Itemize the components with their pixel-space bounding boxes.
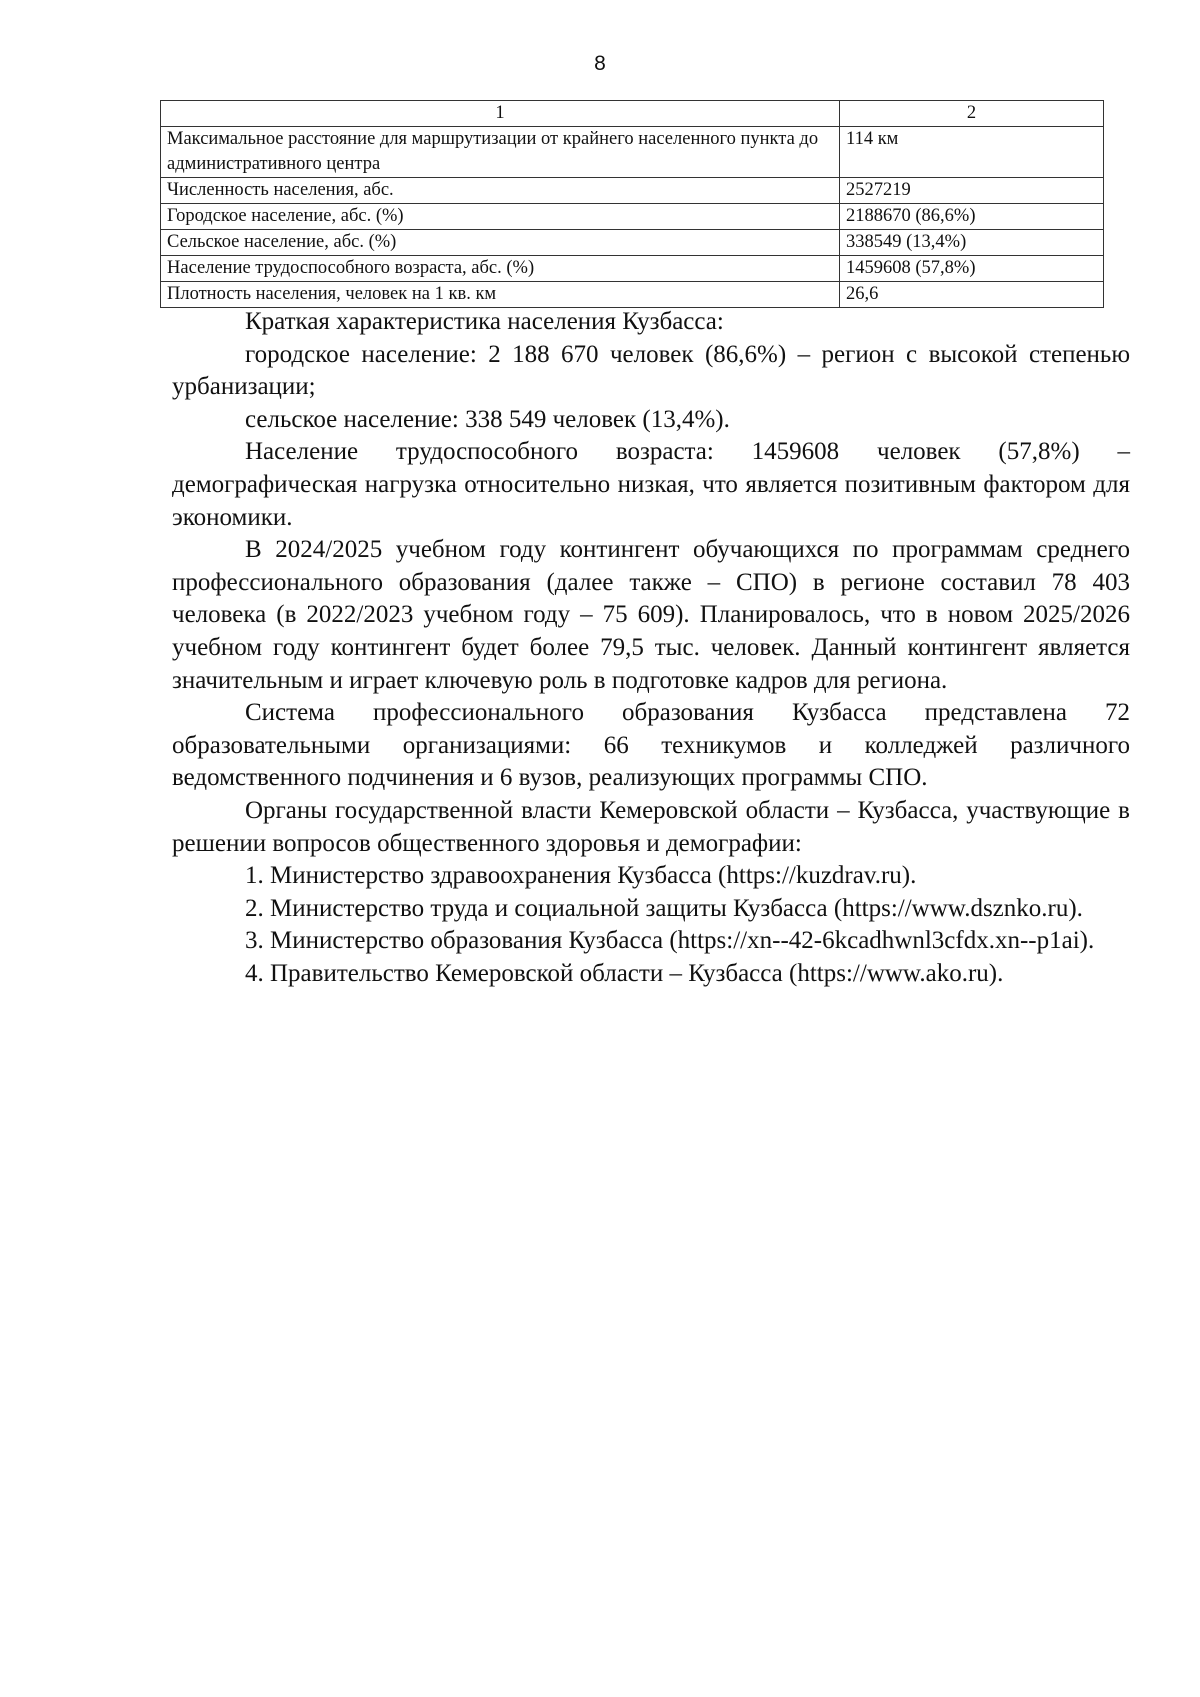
column-header: 2 [840, 101, 1104, 127]
list-item: 2. Министерство труда и социальной защиты Кузбасса (https://www.dsznko.ru). [245, 894, 1083, 922]
row-label: Максимальное расстояние для маршрутизации от крайнего населенного пункта до административного центра [161, 127, 840, 178]
row-label: Плотность населения, человек на 1 кв. км [161, 282, 840, 308]
row-value: 338549 (13,4%) [840, 230, 1104, 256]
paragraph: Краткая характеристика населения Кузбасса: [245, 308, 724, 335]
table-row [161, 282, 1104, 308]
body-text [172, 306, 1130, 990]
row-label: Население трудоспособного возраста, абс. (%) [161, 256, 840, 282]
table-row [161, 127, 1104, 178]
paragraph: Органы государственной власти Кемеровской области – Кузбасса, участвующие в решении вопросов общественного здоровья и демографии: [172, 796, 1130, 857]
paragraph: городское население: 2 188 670 человек (86,6%) – регион с высокой степенью урбанизации; [172, 340, 1130, 401]
paragraph: Население трудоспособного возраста: 1459608 человек (57,8%) – демографическая нагрузка относительно низкая, что является позитивным фактором для экономики. [172, 438, 1130, 531]
row-value: 2188670 (86,6%) [840, 204, 1104, 230]
paragraph: Система профессионального образования Кузбасса представлена 72 образовательными организациями: 66 техникумов и колледжей различного ведомственного подчинения и 6 вузов, реализующих программы СПО. [172, 699, 1130, 792]
list-item: 1. Министерство здравоохранения Кузбасса (https://kuzdrav.ru). [245, 862, 917, 890]
row-value: 2527219 [840, 178, 1104, 204]
row-label: Городское население, абс. (%) [161, 204, 840, 230]
table-header-row [161, 101, 1104, 127]
paragraph: В 2024/2025 учебном году контингент обучающихся по программам среднего профессионального образования (далее также – СПО) в регионе составил 78 403 человека (в 2022/2023 учебном году – 75 609). Планировалось, что в новом 2025/2026 учебном году контингент будет более 79,5 тыс. человек. Данный контингент является значительным и играет ключевую роль в подготовке кадров для региона. [172, 536, 1130, 694]
paragraph: сельское население: 338 549 человек (13,4%). [245, 405, 730, 433]
population-table [160, 100, 1104, 308]
row-value: 114 км [840, 127, 1104, 178]
table-row [161, 230, 1104, 256]
table-row [161, 256, 1104, 282]
row-value: 26,6 [840, 282, 1104, 308]
column-header: 1 [161, 101, 840, 127]
list-item: 3. Министерство образования Кузбасса (https://xn--42-6kcadhwnl3cfdx.xn--p1ai). [245, 927, 1095, 955]
table-row [161, 178, 1104, 204]
row-label: Сельское население, абс. (%) [161, 230, 840, 256]
page-number: 8 [594, 52, 606, 75]
row-label: Численность населения, абс. [161, 178, 840, 204]
row-value: 1459608 (57,8%) [840, 256, 1104, 282]
table-row [161, 204, 1104, 230]
list-item: 4. Правительство Кемеровской области – Кузбасса (https://www.ako.ru). [245, 959, 1004, 987]
